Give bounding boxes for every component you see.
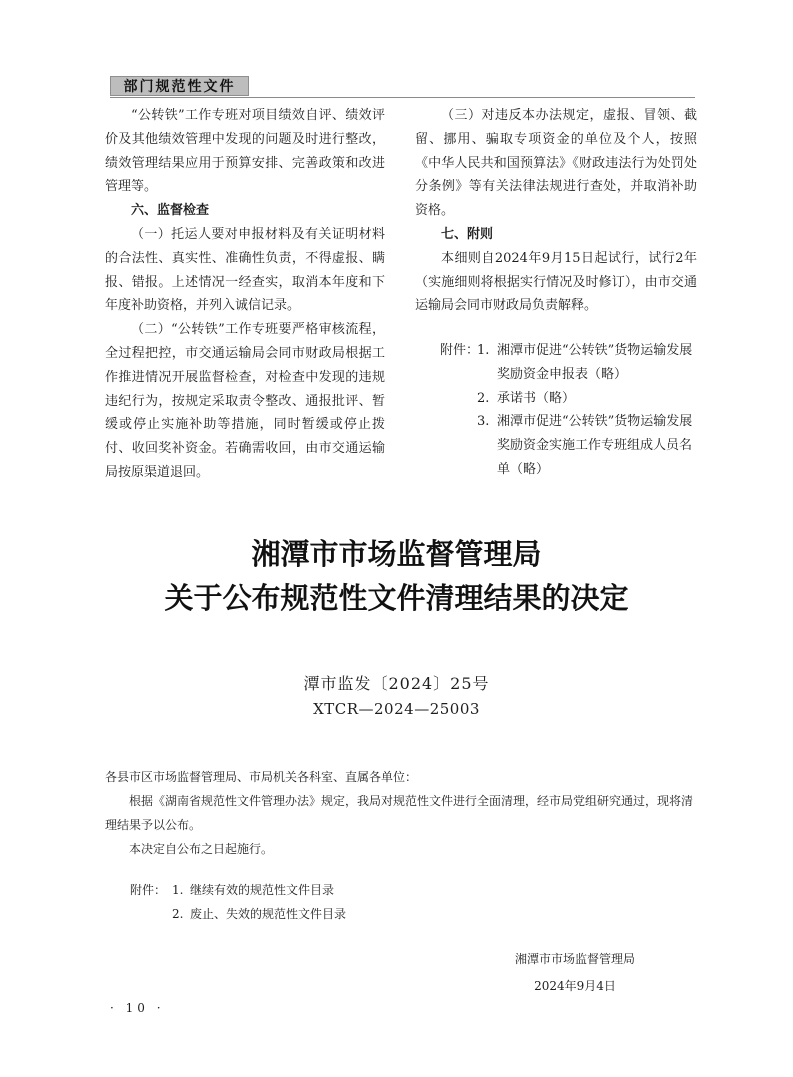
attachments-list-2 [130,878,530,926]
addressee: 各县市区市场监督管理局、市局机关各科室、直属各单位： [105,770,418,784]
attachment-lead: 附件： [440,343,480,358]
heading-supplementary: 七、附则 [441,226,494,242]
right-para-2: 本细则自2024年9月15日起试行，试行2年（实施细则将根据实行情况及时修订），由市交通运输局会同市财政局负责解释。 [415,250,697,314]
attachment-num: 3. [477,414,490,430]
right-para-1: （三）对违反本办法规定，虚报、冒领、截留、挪用、骗取专项资金的单位及个人，按照《中华人民共和国预算法》《财政违法行为处罚处分条例》等有关法律法规进行查处，并取消补助资格。 [415,108,697,219]
page-number: · 10 · [110,1001,165,1015]
attachment-text: 湘潭市促进“公转铁”货物运输发展奖励资金实施工作专班组成人员名单（略） [497,414,693,477]
header-divider [110,97,695,98]
decision-para-1: 根据《湖南省规范性文件管理办法》规定，我局对规范性文件进行全面清理，经市局党组研究通过，现将清理结果予以公布。 [105,794,694,832]
attachment-text: 湘潭市促进“公转铁”货物运输发展奖励资金申报表（略） [497,343,693,382]
left-para-2: （一）托运人要对申报材料及有关证明材料的合法性、真实性、准确性负责，不得虚报、瞒报、错报。上述情况一经查实，取消本年度和下年度补助资格，并列入诚信记录。 [105,226,385,314]
attachment-item [130,878,530,902]
section-tag: 部门规范性文件 [110,76,249,96]
attachment-num: 1. [477,343,490,358]
left-column [105,104,385,485]
attachments-list-1 [440,339,700,482]
left-para-1: “公转铁”工作专班对项目绩效自评、绩效评价及其他绩效管理中发现的问题及时进行整改，绩效管理结果应用于预算安排、完善政策和改进管理等。 [105,108,385,195]
signature-block [480,946,670,1000]
decision-body [105,765,695,861]
attachment-num: 1. [172,883,184,897]
decision-title-line-2: 关于公布规范性文件清理结果的决定 [164,581,629,615]
heading-supervision: 六、监督检查 [131,203,210,219]
attachment-num: 2. [172,907,184,921]
decision-title-line-1: 湘潭市市场监督管理局 [251,537,542,571]
right-column [415,104,697,318]
attachment-text: 继续有效的规范性文件目录 [190,883,335,897]
attachment-num: 2. [477,390,490,406]
decision-title [0,532,793,620]
left-para-3: （二）“公转铁”工作专班要严格审核流程，全过程把控，市交通运输局会同市财政局根据工作推进情况开展监督检查，对检查中发现的违规违纪行为，按规定采取责令整改、通报批评、暂缓或停止实施补助等措施，同时暂缓或停止拨付、收回奖补资金。若确需收回，由市交通运输局按原渠道退回。 [105,322,385,480]
attachment-item [440,387,700,411]
signature-date: 2024年9月4日 [534,979,616,993]
attachment-item [440,410,700,481]
document-number: 潭市监发〔2024〕25号 [303,674,490,693]
attachment-item [130,902,530,926]
document-code: XTCR—2024—25003 [313,700,480,718]
attachment-item [440,339,700,387]
decision-para-2: 本决定自公布之日起施行。 [129,842,274,856]
attachment-lead: 附件： [130,883,167,897]
attachment-text: 废止、失效的规范性文件目录 [190,907,347,921]
signature-org: 湘潭市市场监督管理局 [514,952,635,966]
attachment-text: 承诺书（略） [497,390,576,406]
